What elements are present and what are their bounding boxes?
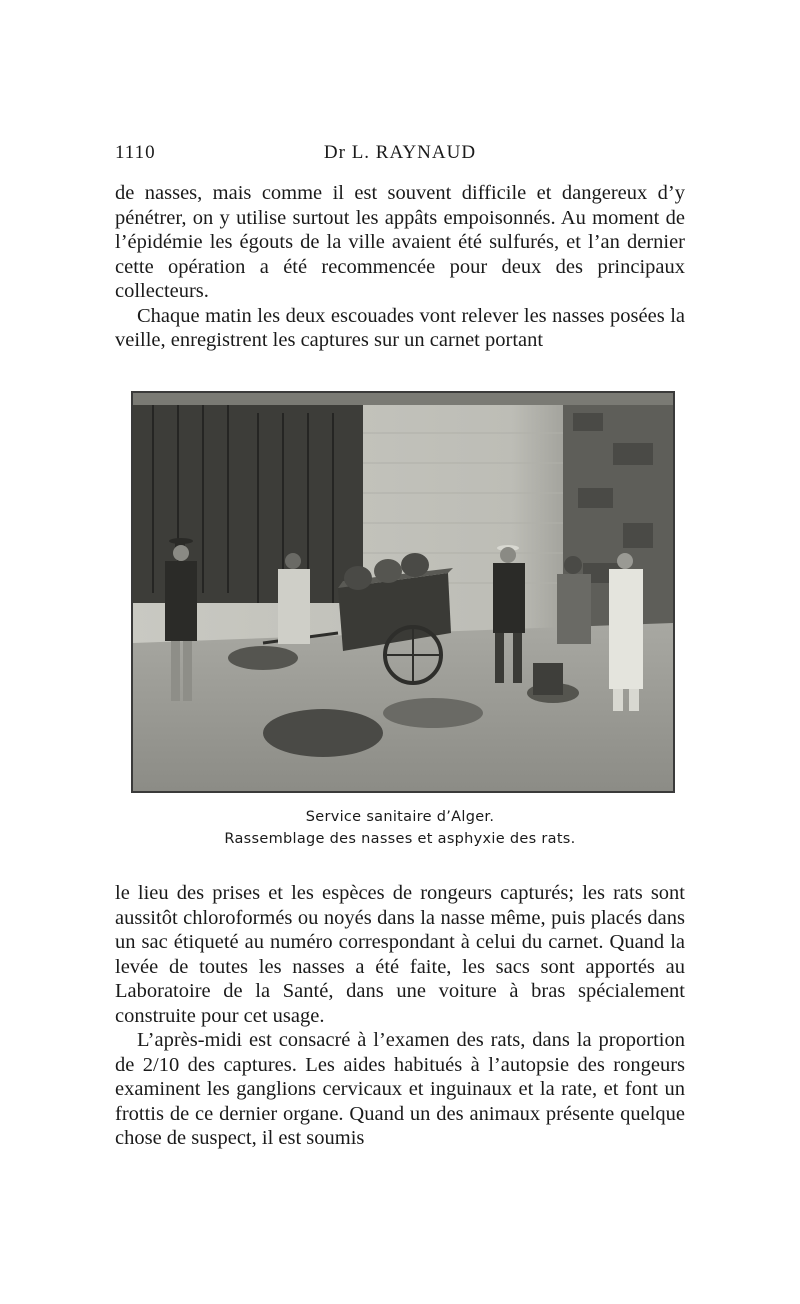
- page-number: 1110: [115, 142, 156, 163]
- photograph: [131, 391, 675, 793]
- paragraph: le lieu des prises et les espèces de rongeurs capturés; les rats sont aussitôt chloroformés ou noyés dans la nasse même, puis placés dans un sac étiqueté au numéro correspondant à celui du carnet. Quand la levée de toutes les nasses a été faite, les sacs sont apportés au Laboratoire de la Santé, dans une voiture à bras spécialement construite pour cet usage.: [115, 882, 685, 1027]
- photograph-illustration: [133, 393, 673, 791]
- paragraph: L’après-midi est consacré à l’examen des rats, dans la proportion de 2/10 des captures. Les aides habitués à l’autopsie des rongeurs examinent les ganglions cervicaux et inguinaux et la rate, et font un frottis de ce dernier organe. Quand un des animaux présente quelque chose de suspect, il est soumis: [115, 1029, 685, 1149]
- author-header: Dr L. RAYNAUD: [323, 142, 477, 163]
- figure-caption-line-2: Rassemblage des nasses et asphyxie des rats.: [224, 831, 576, 847]
- paragraph: de nasses, mais comme il est souvent difficile et dangereux d’y pénétrer, on y utilise surtout les appâts empoisonnés. Au moment de l’épidémie les égouts de la ville avaient été sulfurés, et l’an dernier cette opération a été recommencée pour deux des principaux collecteurs.: [115, 182, 685, 302]
- paragraph: Chaque matin les deux escouades vont relever les nasses posées la veille, enregistrent les captures sur un carnet portant: [115, 304, 685, 351]
- text-block-top: [115, 181, 685, 353]
- figure-caption-line-1: Service sanitaire d’Alger.: [305, 809, 495, 825]
- running-head: [115, 142, 685, 166]
- text-block-bottom: [115, 881, 685, 1151]
